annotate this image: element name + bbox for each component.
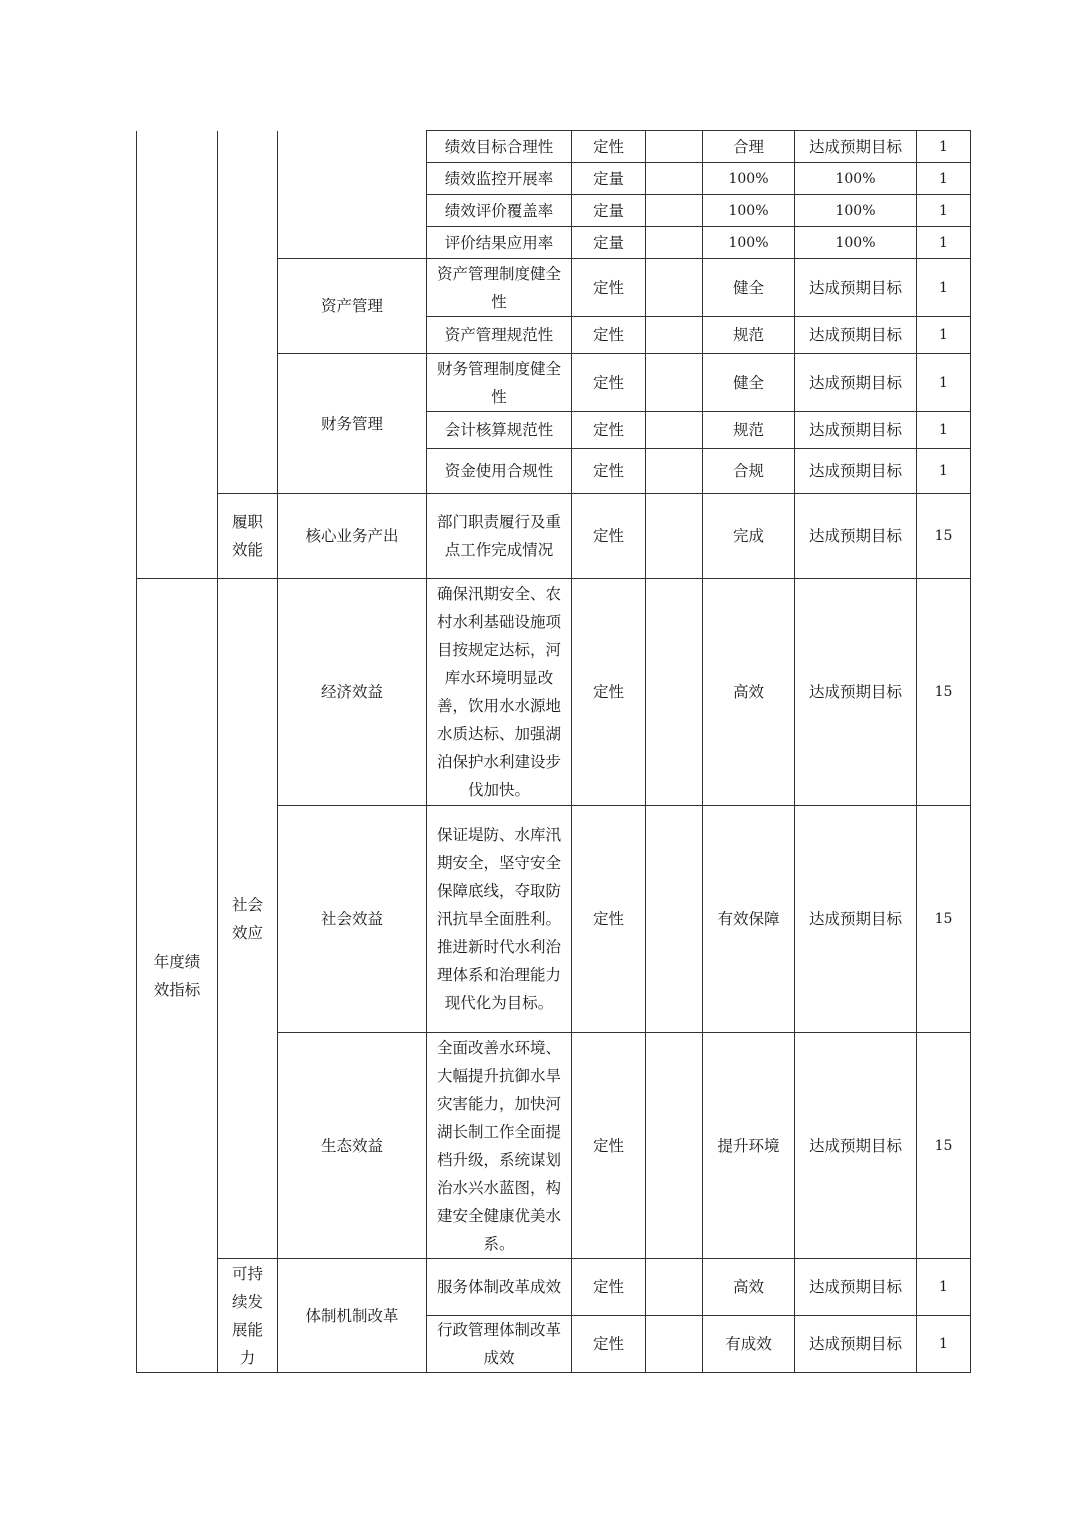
score-cell: 1 [917,227,971,259]
indicator-cell: 会计核算规范性 [427,412,572,449]
nature-cell: 定性 [572,1259,646,1316]
nature-cell: 定性 [572,494,646,579]
actual-cell: 100% [795,163,917,195]
level3-cell: 体制机制改革 [278,1259,427,1373]
target-cell: 有成效 [703,1316,795,1373]
actual-cell: 达成预期目标 [795,1316,917,1373]
nature-cell: 定量 [572,227,646,259]
blank-cell [646,579,703,806]
level2-cell: 可持续发展能力 [218,1259,278,1373]
level2-cell [218,131,278,494]
blank-cell [646,317,703,354]
blank-cell [646,163,703,195]
indicator-cell: 确保汛期安全、农村水利基础设施项目按规定达标，河库水环境明显改善，饮用水水源地水质达标、加强湖泊保护水利建设步伐加快。 [427,579,572,806]
blank-cell [646,1316,703,1373]
target-cell: 规范 [703,317,795,354]
level3-cell: 经济效益 [278,579,427,806]
actual-cell: 达成预期目标 [795,259,917,317]
table-row [137,131,971,163]
target-cell: 100% [703,195,795,227]
score-cell: 15 [917,494,971,579]
blank-cell [646,131,703,163]
actual-cell: 达成预期目标 [795,131,917,163]
actual-cell: 达成预期目标 [795,317,917,354]
level3-cell: 财务管理 [278,354,427,494]
actual-cell: 100% [795,195,917,227]
level2-cell: 社会效应 [218,579,278,1259]
actual-cell: 达成预期目标 [795,1033,917,1259]
indicator-cell: 资金使用合规性 [427,449,572,494]
score-cell: 15 [917,1033,971,1259]
score-cell: 15 [917,579,971,806]
blank-cell [646,1033,703,1259]
actual-cell: 达成预期目标 [795,449,917,494]
nature-cell: 定性 [572,449,646,494]
score-cell: 15 [917,806,971,1033]
level3-cell [278,131,427,259]
level1-cell: 年度绩效指标 [137,579,218,1373]
score-cell: 1 [917,412,971,449]
target-cell: 提升环境 [703,1033,795,1259]
indicator-cell: 财务管理制度健全性 [427,354,572,412]
nature-cell: 定性 [572,259,646,317]
blank-cell [646,449,703,494]
indicator-cell: 行政管理体制改革成效 [427,1316,572,1373]
score-cell: 1 [917,1259,971,1316]
score-cell: 1 [917,317,971,354]
blank-cell [646,227,703,259]
blank-cell [646,806,703,1033]
score-cell: 1 [917,354,971,412]
blank-cell [646,195,703,227]
nature-cell: 定量 [572,163,646,195]
blank-cell [646,354,703,412]
actual-cell: 100% [795,227,917,259]
actual-cell: 达成预期目标 [795,1259,917,1316]
actual-cell: 达成预期目标 [795,494,917,579]
nature-cell: 定性 [572,1033,646,1259]
score-cell: 1 [917,259,971,317]
actual-cell: 达成预期目标 [795,354,917,412]
score-cell: 1 [917,195,971,227]
level3-cell: 生态效益 [278,1033,427,1259]
actual-cell: 达成预期目标 [795,579,917,806]
level1-cell [137,131,218,579]
target-cell: 规范 [703,412,795,449]
score-cell: 1 [917,449,971,494]
table-row [137,1259,971,1316]
target-cell: 有效保障 [703,806,795,1033]
nature-cell: 定性 [572,317,646,354]
target-cell: 100% [703,163,795,195]
level3-cell: 资产管理 [278,259,427,354]
blank-cell [646,494,703,579]
nature-cell: 定性 [572,131,646,163]
indicator-cell: 部门职责履行及重点工作完成情况 [427,494,572,579]
indicator-cell: 绩效目标合理性 [427,131,572,163]
blank-cell [646,412,703,449]
level2-cell: 履职效能 [218,494,278,579]
actual-cell: 达成预期目标 [795,806,917,1033]
target-cell: 合理 [703,131,795,163]
nature-cell: 定性 [572,579,646,806]
level3-cell: 核心业务产出 [278,494,427,579]
target-cell: 高效 [703,579,795,806]
score-cell: 1 [917,163,971,195]
nature-cell: 定性 [572,412,646,449]
blank-cell [646,259,703,317]
target-cell: 完成 [703,494,795,579]
target-cell: 健全 [703,259,795,317]
nature-cell: 定量 [572,195,646,227]
indicator-cell: 服务体制改革成效 [427,1259,572,1316]
target-cell: 100% [703,227,795,259]
table-row [137,579,971,806]
indicator-cell: 绩效评价覆盖率 [427,195,572,227]
target-cell: 健全 [703,354,795,412]
actual-cell: 达成预期目标 [795,412,917,449]
indicator-cell: 资产管理制度健全性 [427,259,572,317]
target-cell: 合规 [703,449,795,494]
indicator-cell: 保证堤防、水库汛期安全，坚守安全保障底线，夺取防汛抗旱全面胜利。推进新时代水利治理体系和治理能力现代化为目标。 [427,806,572,1033]
indicator-cell: 绩效监控开展率 [427,163,572,195]
table-row [137,494,971,579]
nature-cell: 定性 [572,1316,646,1373]
nature-cell: 定性 [572,354,646,412]
nature-cell: 定性 [572,806,646,1033]
indicator-cell: 全面改善水环境、大幅提升抗御水旱灾害能力，加快河湖长制工作全面提档升级，系统谋划治水兴水蓝图，构建安全健康优美水系。 [427,1033,572,1259]
score-cell: 1 [917,1316,971,1373]
target-cell: 高效 [703,1259,795,1316]
indicator-cell: 资产管理规范性 [427,317,572,354]
blank-cell [646,1259,703,1316]
performance-indicator-table [136,130,971,1373]
level3-cell: 社会效益 [278,806,427,1033]
indicator-cell: 评价结果应用率 [427,227,572,259]
score-cell: 1 [917,131,971,163]
